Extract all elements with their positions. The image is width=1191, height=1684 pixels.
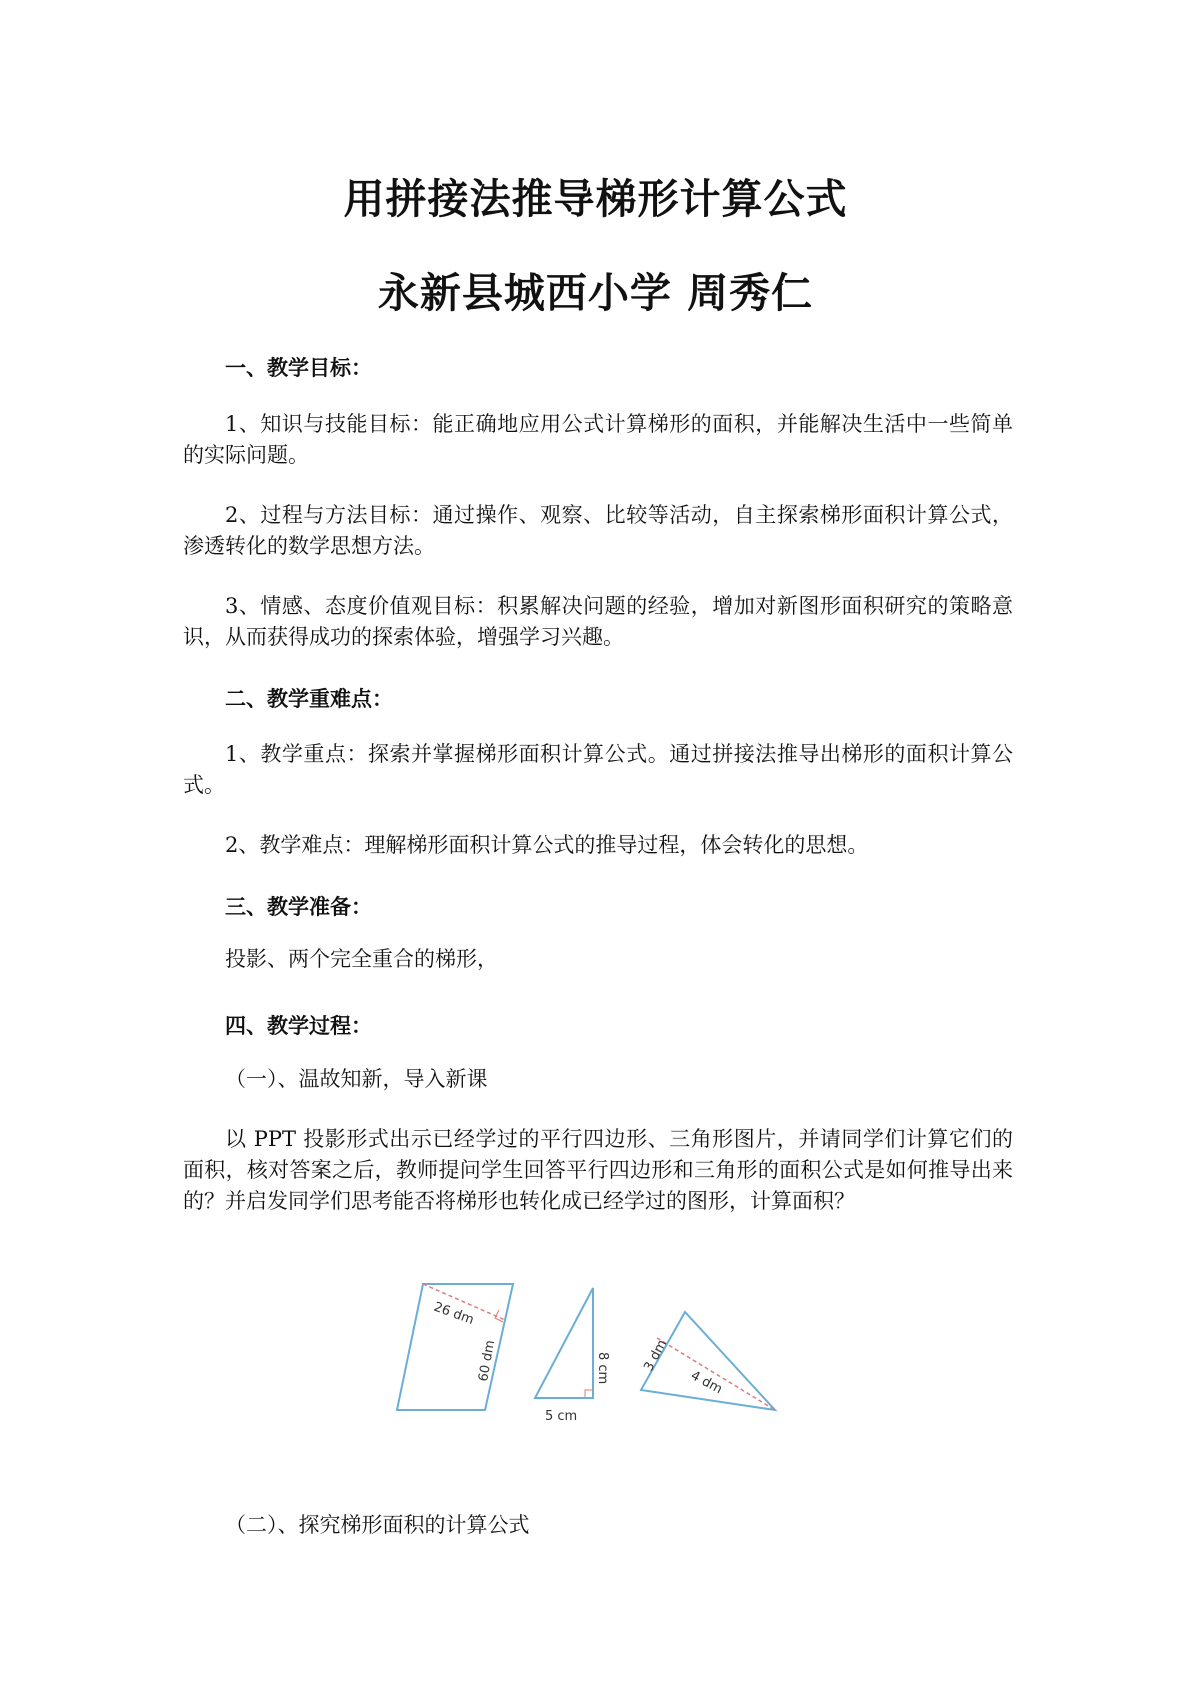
- key-point-item-1: 1、教学重点：探索并掌握梯形面积计算公式。通过拼接法推导出梯形的面积计算公式。: [183, 742, 1013, 797]
- parallelogram-right-angle: [495, 1310, 503, 1322]
- key-point-item-2: 2、教学难点：理解梯形面积计算公式的推导过程，体会转化的思想。: [225, 833, 869, 857]
- right-triangle-shape: [535, 1288, 593, 1398]
- goal-item-1: 1、知识与技能目标：能正确地应用公式计算梯形的面积，并能解决生活中一些简单的实际问题。: [183, 412, 1013, 467]
- preparation-text: 投影、两个完全重合的梯形，: [225, 947, 498, 971]
- scalene-triangle-height-label: 4 dm: [688, 1368, 725, 1398]
- goal-item-3: 3、情感、态度价值观目标：积累解决问题的经验，增加对新图形面积研究的策略意识，从而获得成功的探索体验，增强学习兴趣。: [183, 594, 1013, 649]
- process-step-1-title: （一）、温故知新，导入新课: [225, 1067, 488, 1091]
- scalene-triangle-side-label: 3 dm: [641, 1337, 671, 1374]
- process-step-1-text: 以 PPT 投影形式出示已经学过的平行四边形、三角形图片，并请同学们计算它们的面积，核对答案之后，教师提问学生回答平行四边形和三角形的面积公式是如何推导出来的？并启发同学们思考能否将梯形也转化成已经学过的图形，计算面积？: [183, 1127, 1013, 1213]
- shapes-figure: [395, 1280, 825, 1434]
- section-heading-key-points: 二、教学重难点：: [225, 687, 393, 711]
- section-heading-preparation: 三、教学准备：: [225, 895, 372, 919]
- scalene-triangle-height-line: [657, 1338, 775, 1410]
- parallelogram-base-label: 60 dm: [476, 1339, 499, 1383]
- goal-item-2: 2、过程与方法目标：通过操作、观察、比较等活动，自主探索梯形面积计算公式，渗透转化的数学思想方法。: [183, 503, 1013, 558]
- right-triangle-right-angle: [585, 1390, 593, 1398]
- author-line: 永新县城西小学 周秀仁: [377, 269, 814, 317]
- section-heading-process: 四、教学过程：: [225, 1014, 372, 1038]
- process-step-2-title: （二）、探究梯形面积的计算公式: [225, 1513, 530, 1537]
- document-title: 用拼接法推导梯形计算公式: [343, 175, 848, 223]
- right-triangle-height-label: 8 cm: [595, 1352, 610, 1385]
- section-heading-goals: 一、教学目标：: [225, 356, 372, 380]
- parallelogram-height-label: 26 dm: [431, 1299, 476, 1328]
- right-triangle-base-label: 5 cm: [545, 1409, 578, 1424]
- shapes-figure-svg: [395, 1280, 825, 1430]
